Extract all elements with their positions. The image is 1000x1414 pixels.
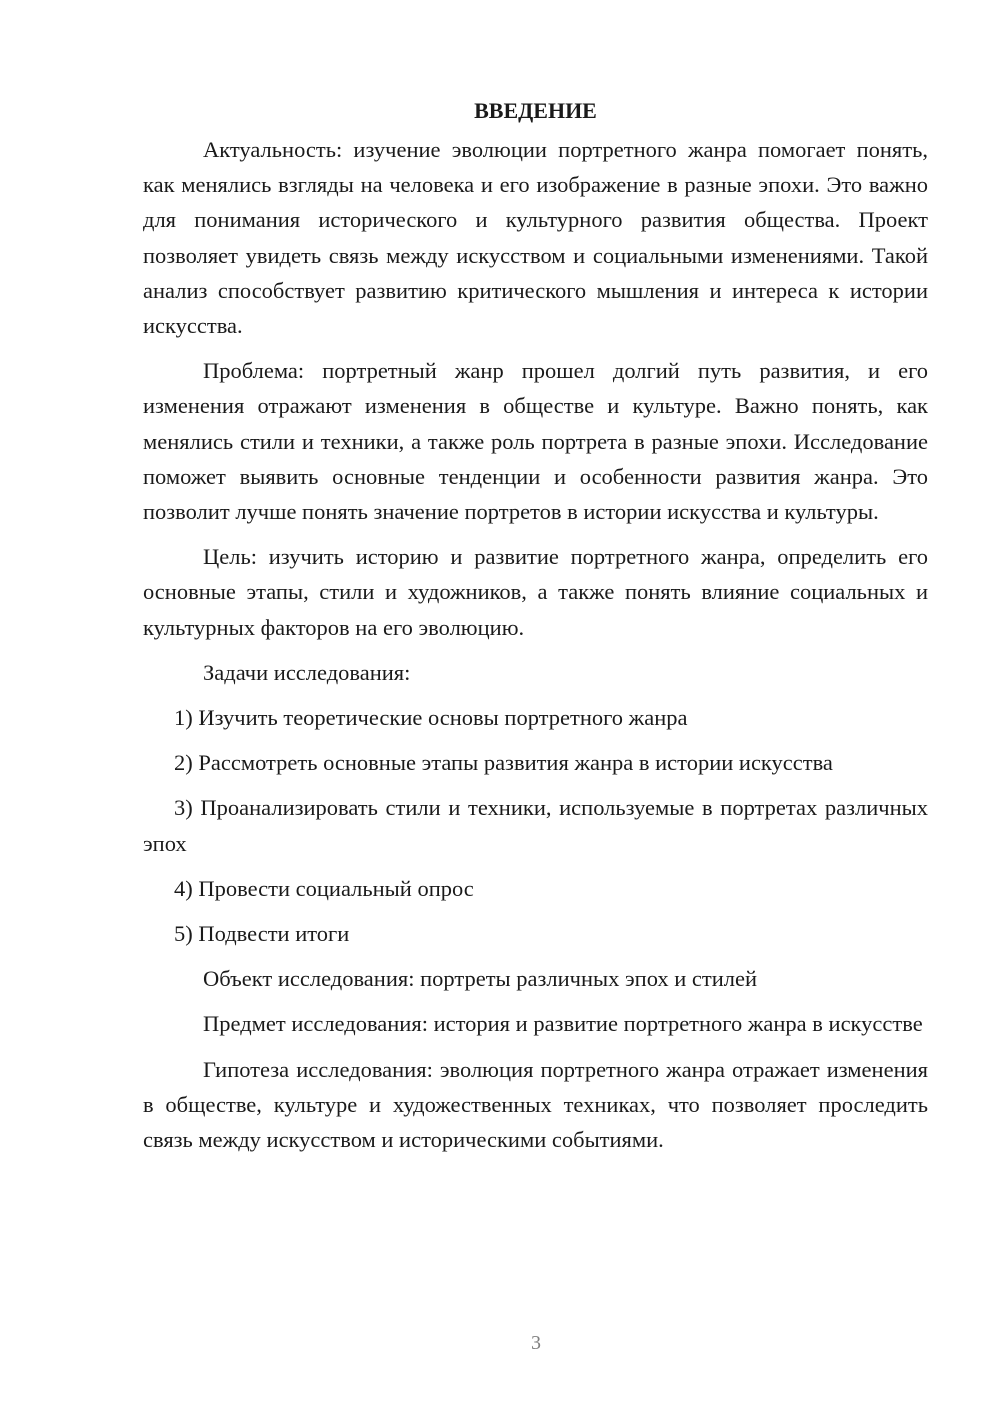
tasks-title: Задачи исследования: [203,659,411,685]
paragraph-goal: Цель: изучить историю и развитие портретного жанра, определить его основные этапы, стили и художников, а также понять влияние социальных и культурных факторов на его эволюцию. [143,544,928,640]
paragraph-problem: Проблема: портретный жанр прошел долгий путь развития, и его изменения отражают изменения в обществе и культуре. Важно понять, как менялись стили и техники, а также роль портрета в разные эпохи. Исследование поможет выявить основные тенденции и особенности развития жанра. Это позволит лучше понять значение портретов в истории искусства и культуры. [143,358,928,525]
paragraph-relevance: Актуальность: изучение эволюции портретного жанра помогает понять, как менялись взгляды на человека и его изображение в разные эпохи. Это важно для понимания исторического и культурного развития общества. Проект позволяет увидеть связь между искусством и социальными изменениями. Такой анализ способствует развитию критического мышления и интереса к истории искусства. [143,137,928,339]
paragraph-hypothesis: Гипотеза исследования: эволюция портретного жанра отражает изменения в обществе, культуре и художественных техниках, что позволяет проследить связь между искусством и историческими событиями. [143,1056,928,1153]
paragraph-subject: Предмет исследования: история и развитие портретного жанра в искусстве [203,1011,923,1037]
task-item-1: 1) Изучить теоретические основы портретного жанра [174,705,688,731]
task-item-2: 2) Рассмотреть основные этапы развития жанра в истории искусства [174,750,833,776]
task-item-4: 4) Провести социальный опрос [174,875,474,901]
task-item-3: 3) Проанализировать стили и техники, используемые в портретах различных эпох [143,795,928,856]
page-content [143,94,928,1167]
page-number: 3 [531,1332,541,1354]
section-heading: ВВЕДЕНИЕ [474,98,597,123]
task-item-5: 5) Подвести итоги [174,921,350,947]
paragraph-object: Объект исследования: портреты различных эпох и стилей [203,966,758,992]
